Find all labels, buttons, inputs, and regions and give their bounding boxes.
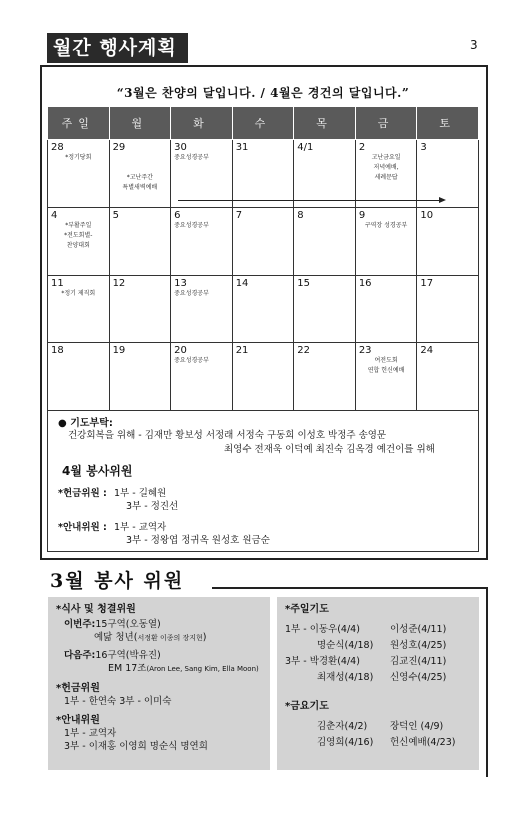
calendar-day <box>417 207 479 275</box>
day-number: 14 <box>235 277 249 289</box>
april-offering-2: 3부 - 정진선 <box>126 501 179 512</box>
calendar-week <box>48 140 479 208</box>
this-week-sub: 예닮 청년( <box>94 632 138 643</box>
meal-heading: *식사 및 청결위원 <box>56 604 136 615</box>
prayer-entry: 김교진(4/11) <box>390 656 447 667</box>
this-week-label: 이번주: <box>64 619 96 630</box>
prayer-and-april-box <box>47 411 479 552</box>
day-number: 7 <box>235 209 243 221</box>
day-number: 4/1 <box>297 142 314 153</box>
calendar-week <box>48 275 479 343</box>
prayer-entry: 김춘자(4/2) <box>317 721 368 732</box>
prayer-entry: 김영희(4/16) <box>317 737 374 748</box>
friday-prayer-list <box>285 719 471 751</box>
calendar-day <box>171 343 233 411</box>
weekday-1: 월 <box>109 107 171 140</box>
event-text: *고난주간 <box>126 174 153 181</box>
april-offering-label: *헌금위원 : <box>58 488 107 499</box>
event-calendar <box>47 106 479 411</box>
prayer-row <box>285 735 471 751</box>
weekday-2: 화 <box>171 107 233 140</box>
event-text <box>113 153 168 163</box>
monthly-quote: “3월은 찬양의 달입니다. / 4월은 경건의 달입니다.” <box>116 86 410 100</box>
event-text: 구역장 성경공부 <box>364 221 408 229</box>
next-week-value: 16구역(박유진) <box>95 650 161 661</box>
march-offering-value: 1부 - 한연숙 3부 - 이미숙 <box>64 696 172 707</box>
page-number: 3 <box>470 38 478 52</box>
prayer-row <box>285 654 471 670</box>
event-text: 고난금요일 <box>371 154 401 161</box>
event-text: 중요성경공부 <box>174 357 209 365</box>
calendar-day <box>294 275 356 343</box>
prayer-row <box>285 622 471 638</box>
event-text: 세례문답 <box>374 174 398 181</box>
day-number: 23 <box>358 345 372 357</box>
calendar-day <box>109 207 171 275</box>
weekday-header-row <box>48 107 479 140</box>
day-number: 22 <box>297 345 310 357</box>
section-rule-right <box>486 587 488 777</box>
calendar-day <box>355 207 417 275</box>
day-number: 10 <box>420 209 434 221</box>
march-offering-heading: *헌금위원 <box>56 683 100 694</box>
prayer-entry: 1부 - 이동우(4/4) <box>285 624 360 635</box>
this-week-value: 15구역(오동열) <box>95 619 161 630</box>
event-text: 저녁예배, <box>373 164 399 171</box>
prayer-row <box>285 638 471 654</box>
prayer-line-1: 건강회복을 위해 - 김재만 황보성 서정래 서정숙 구동희 이성호 박정주 송영문 <box>68 430 387 441</box>
this-week-sub-small: 서정환 이종의 장지현 <box>137 634 203 642</box>
next-week-sub-row <box>64 662 262 676</box>
event-text: 중요성경공부 <box>174 154 209 161</box>
this-week-row <box>64 618 262 631</box>
weekday-6: 토 <box>417 107 479 140</box>
prayer-entry: 장덕인 (4/9) <box>390 721 444 732</box>
prayer-heading: ● 기도부탁: <box>58 418 113 429</box>
event-text: 중요성경공부 <box>174 289 209 297</box>
day-number: 28 <box>51 142 64 153</box>
event-text: *부활주일 <box>65 221 92 229</box>
event-text <box>113 163 168 173</box>
march-right-panel <box>277 597 479 770</box>
calendar-day <box>48 275 110 343</box>
sunday-prayer-list <box>285 622 471 686</box>
day-number: 24 <box>420 345 434 357</box>
friday-prayer-heading: *금요기도 <box>285 701 329 712</box>
this-week-sub-row <box>64 631 262 645</box>
calendar-day <box>294 343 356 411</box>
day-number: 21 <box>235 345 249 357</box>
calendar-day <box>417 275 479 343</box>
event-text: *정기 제직회 <box>61 289 96 297</box>
april-offering-row-2 <box>58 500 468 513</box>
april-usher-row <box>58 521 468 534</box>
next-week-sub: EM 17조 <box>108 663 147 674</box>
april-usher-2: 3부 - 정왕엽 정귀옥 원성호 원금순 <box>126 535 270 546</box>
calendar-day <box>232 207 294 275</box>
calendar-day <box>232 140 294 208</box>
holy-week-arrow <box>178 200 440 201</box>
next-week-row <box>64 649 262 662</box>
event-text: 여전도회 <box>374 357 398 365</box>
prayer-entry: 3부 - 박경환(4/4) <box>285 656 360 667</box>
calendar-day <box>417 140 479 208</box>
prayer-entry: 이성준(4/11) <box>390 624 447 635</box>
april-offering-1: 1부 - 길혜원 <box>114 488 167 499</box>
day-number: 31 <box>235 142 249 153</box>
event-text: 찬양대회 <box>66 241 90 249</box>
calendar-day <box>355 275 417 343</box>
prayer-entry: 신영수(4/25) <box>390 672 447 683</box>
april-usher-row-2 <box>58 534 468 547</box>
day-number: 9 <box>358 209 366 221</box>
calendar-day <box>355 140 417 208</box>
day-number: 15 <box>297 277 310 289</box>
calendar-day <box>232 343 294 411</box>
day-number: 13 <box>174 277 187 289</box>
calendar-week <box>48 207 479 275</box>
calendar-day <box>109 343 171 411</box>
event-text: 연합 헌신예배 <box>367 367 405 375</box>
event-text: *정기당회 <box>65 154 92 161</box>
day-number: 29 <box>112 142 126 153</box>
day-number: 30 <box>174 142 187 153</box>
event-text: 특별새벽예배 <box>122 184 158 191</box>
event-text: 중요성경공부 <box>174 221 209 229</box>
day-number: 18 <box>51 345 64 357</box>
section-rule <box>212 587 488 589</box>
calendar-day <box>232 275 294 343</box>
weekday-5: 금 <box>355 107 417 140</box>
event-text: *전도회별- <box>64 231 93 239</box>
prayer-line-2: 최영수 전재욱 이덕예 최진숙 김옥경 예건이를 위해 <box>224 444 435 455</box>
day-number: 19 <box>112 345 126 357</box>
next-week-label: 다음주: <box>64 650 96 661</box>
prayer-entry: 헌신예배(4/23) <box>390 737 456 748</box>
sunday-prayer-heading: *주일기도 <box>285 604 329 615</box>
prayer-entry: 명순식(4/18) <box>317 640 374 651</box>
april-offering-row <box>58 487 468 500</box>
calendar-day <box>48 140 110 208</box>
prayer-entry: 최재성(4/18) <box>317 672 374 683</box>
next-week-sub-small: (Aron Lee, Sang Kim, Ella Moon) <box>146 665 259 673</box>
weekday-0: 주일 <box>48 107 110 140</box>
prayer-entry: 원성호(4/25) <box>390 640 447 651</box>
april-volunteers-heading: 4월 봉사위원 <box>62 464 133 478</box>
page-title: 월간 행사계획 <box>47 33 188 63</box>
march-usher-1: 1부 - 교역자 <box>64 728 117 739</box>
april-usher-1: 1부 - 교역자 <box>114 522 167 533</box>
day-number: 20 <box>174 345 187 357</box>
weekday-4: 목 <box>294 107 356 140</box>
calendar-day <box>355 343 417 411</box>
calendar-day <box>294 140 356 208</box>
calendar-week <box>48 343 479 411</box>
day-number: 11 <box>51 277 64 289</box>
weekday-3: 수 <box>232 107 294 140</box>
calendar-day <box>171 207 233 275</box>
prayer-row <box>285 670 471 686</box>
calendar-day <box>109 275 171 343</box>
this-week-sub-end: ) <box>202 632 207 643</box>
march-left-panel <box>48 597 270 770</box>
calendar-day <box>48 207 110 275</box>
calendar-day <box>171 140 233 208</box>
april-usher-label: *안내위원 : <box>58 522 107 533</box>
calendar-day <box>109 140 171 208</box>
day-number: 17 <box>420 277 434 289</box>
day-number: 2 <box>358 142 366 153</box>
calendar-day <box>417 343 479 411</box>
march-volunteers-heading: 3월 봉사 위원 <box>50 570 185 592</box>
day-number: 6 <box>174 209 181 221</box>
day-number: 12 <box>112 277 126 289</box>
calendar-day <box>294 207 356 275</box>
march-usher-2: 3부 - 이재홍 이영희 명순식 명연희 <box>64 741 208 752</box>
day-number: 4 <box>51 209 58 221</box>
day-number: 16 <box>358 277 372 289</box>
calendar-day <box>171 275 233 343</box>
prayer-row <box>285 719 471 735</box>
day-number: 5 <box>112 209 119 221</box>
day-number: 8 <box>297 209 304 221</box>
day-number: 3 <box>420 142 427 153</box>
march-usher-heading: *안내위원 <box>56 715 100 726</box>
calendar-day <box>48 343 110 411</box>
